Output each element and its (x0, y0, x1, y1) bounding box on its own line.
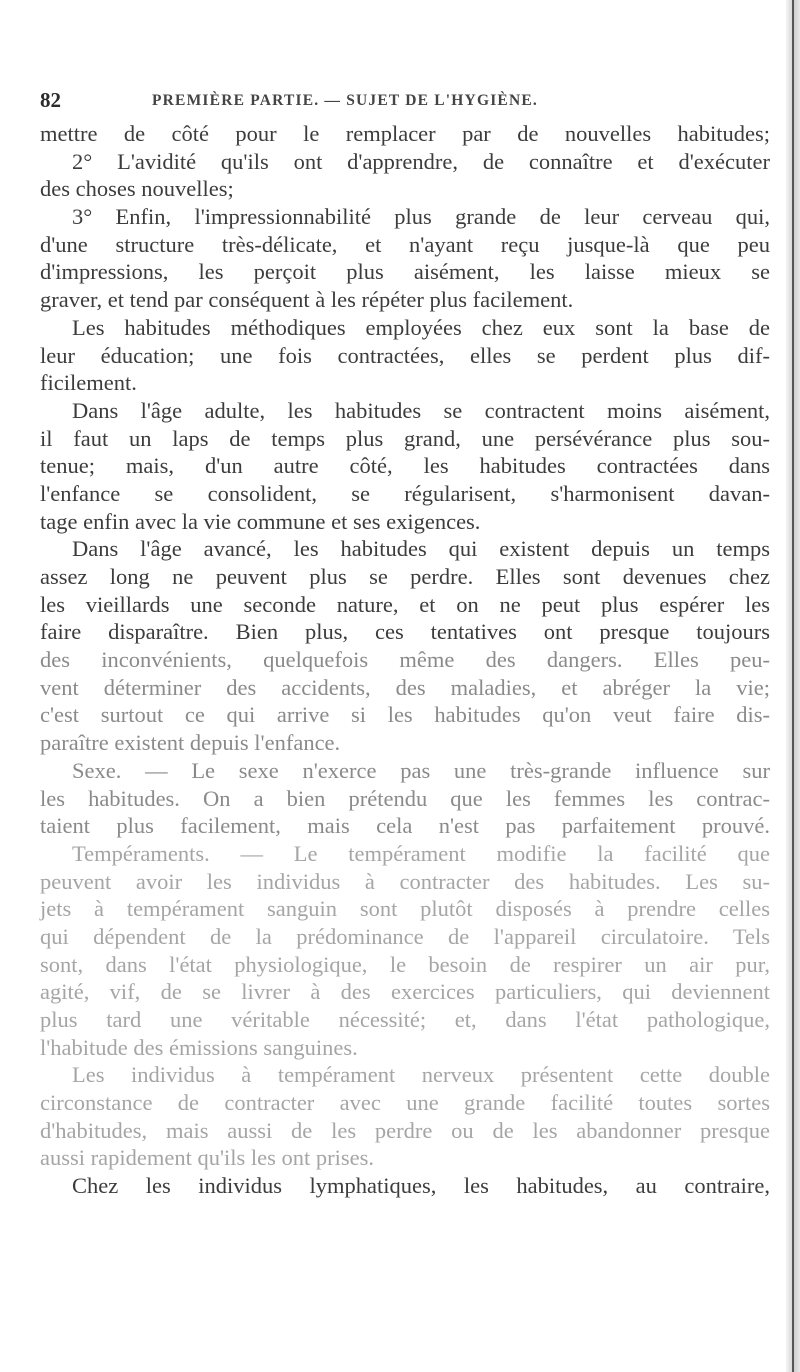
text-line: circonstance de contracter avec une grande facilité toutes sortes (40, 1090, 770, 1116)
text-line: Tempéraments. — Le tempérament modifie la facilité que (72, 840, 770, 866)
text-line: qui dépendent de la prédominance de l'appareil circulatoire. Tels (40, 923, 770, 949)
text-line: l'habitude des émissions sanguines. (40, 1034, 358, 1060)
text-line: paraître existent depuis l'enfance. (40, 730, 341, 756)
text-line: Dans l'âge avancé, les habitudes qui existent depuis un temps (72, 536, 770, 562)
text-line: graver, et tend par conséquent à les répéter plus facilement. (40, 287, 574, 313)
text-line: il faut un laps de temps plus grand, une persévérance plus sou- (40, 425, 770, 451)
text-line: peuvent avoir les individus à contracter des habitudes. Les su- (40, 868, 770, 894)
text-line: plus tard une véritable nécessité; et, dans l'état pathologique, (40, 1007, 770, 1032)
text-line: d'habitudes, mais aussi de les perdre ou de les abandonner presque (40, 1117, 770, 1143)
running-head: PREMIÈRE PARTIE. — SUJET DE L'HYGIÈNE. (152, 92, 538, 109)
page-header (40, 88, 760, 116)
text-line: vent déterminer des accidents, des maladies, et abréger la vie; (40, 674, 770, 700)
text-line: les vieillards une seconde nature, et on ne peut plus espérer les (40, 591, 770, 617)
text-line: l'enfance se consolident, se régularisent, s'harmonisent davan- (40, 480, 770, 506)
text-line: Sexe. — Le sexe n'exerce pas une très-grande influence sur (72, 757, 770, 783)
text-line: Les individus à tempérament nerveux présentent cette double (72, 1062, 770, 1088)
body-text (40, 120, 770, 1200)
text-line: taient plus facilement, mais cela n'est pas parfaitement prouvé. (40, 813, 770, 839)
text-line: 2° L'avidité qu'ils ont d'apprendre, de connaître et d'exécuter (72, 148, 770, 174)
text-line: tenue; mais, d'un autre côté, les habitudes contractées dans (40, 453, 770, 479)
text-line: des inconvénients, quelquefois même des dangers. Elles peu- (40, 647, 770, 673)
text-line: des choses nouvelles; (40, 176, 234, 202)
text-line: assez long ne peuvent plus se perdre. Elles sont devenues chez (40, 564, 770, 589)
page-number: 82 (40, 88, 61, 112)
text-line: les habitudes. On a bien prétendu que les femmes les contrac- (40, 785, 770, 811)
text-line: ficilement. (40, 370, 137, 396)
text-line: Les habitudes méthodiques employées chez eux sont la base de (72, 314, 770, 340)
text-line: jets à tempérament sanguin sont plutôt disposés à prendre celles (40, 896, 770, 922)
text-line: aussi rapidement qu'ils les ont prises. (40, 1145, 375, 1171)
text-line: mettre de côté pour le remplacer par de nouvelles habitudes; (40, 121, 770, 146)
text-line: 3° Enfin, l'impressionnabilité plus grande de leur cerveau qui, (72, 204, 770, 230)
text-line: Chez les individus lymphatiques, les habitudes, au contraire, (72, 1173, 770, 1199)
text-line: faire disparaître. Bien plus, ces tentatives ont presque toujours (40, 619, 770, 645)
text-line: tage enfin avec la vie commune et ses exigences. (40, 508, 481, 534)
text-line: leur éducation; une fois contractées, elles se perdent plus dif- (40, 342, 770, 368)
text-line: d'impressions, les perçoit plus aisément, les laisse mieux se (40, 259, 770, 285)
text-line: c'est surtout ce qui arrive si les habitudes qu'on veut faire dis- (40, 702, 770, 728)
text-line: Dans l'âge adulte, les habitudes se contractent moins aisément, (72, 397, 770, 423)
text-line: sont, dans l'état physiologique, le besoin de respirer un air pur, (40, 951, 770, 977)
book-gutter-edge (786, 0, 800, 1372)
text-line: d'une structure très-délicate, et n'ayant reçu jusque-là que peu (40, 231, 770, 257)
text-line: agité, vif, de se livrer à des exercices particuliers, qui deviennent (40, 979, 770, 1005)
